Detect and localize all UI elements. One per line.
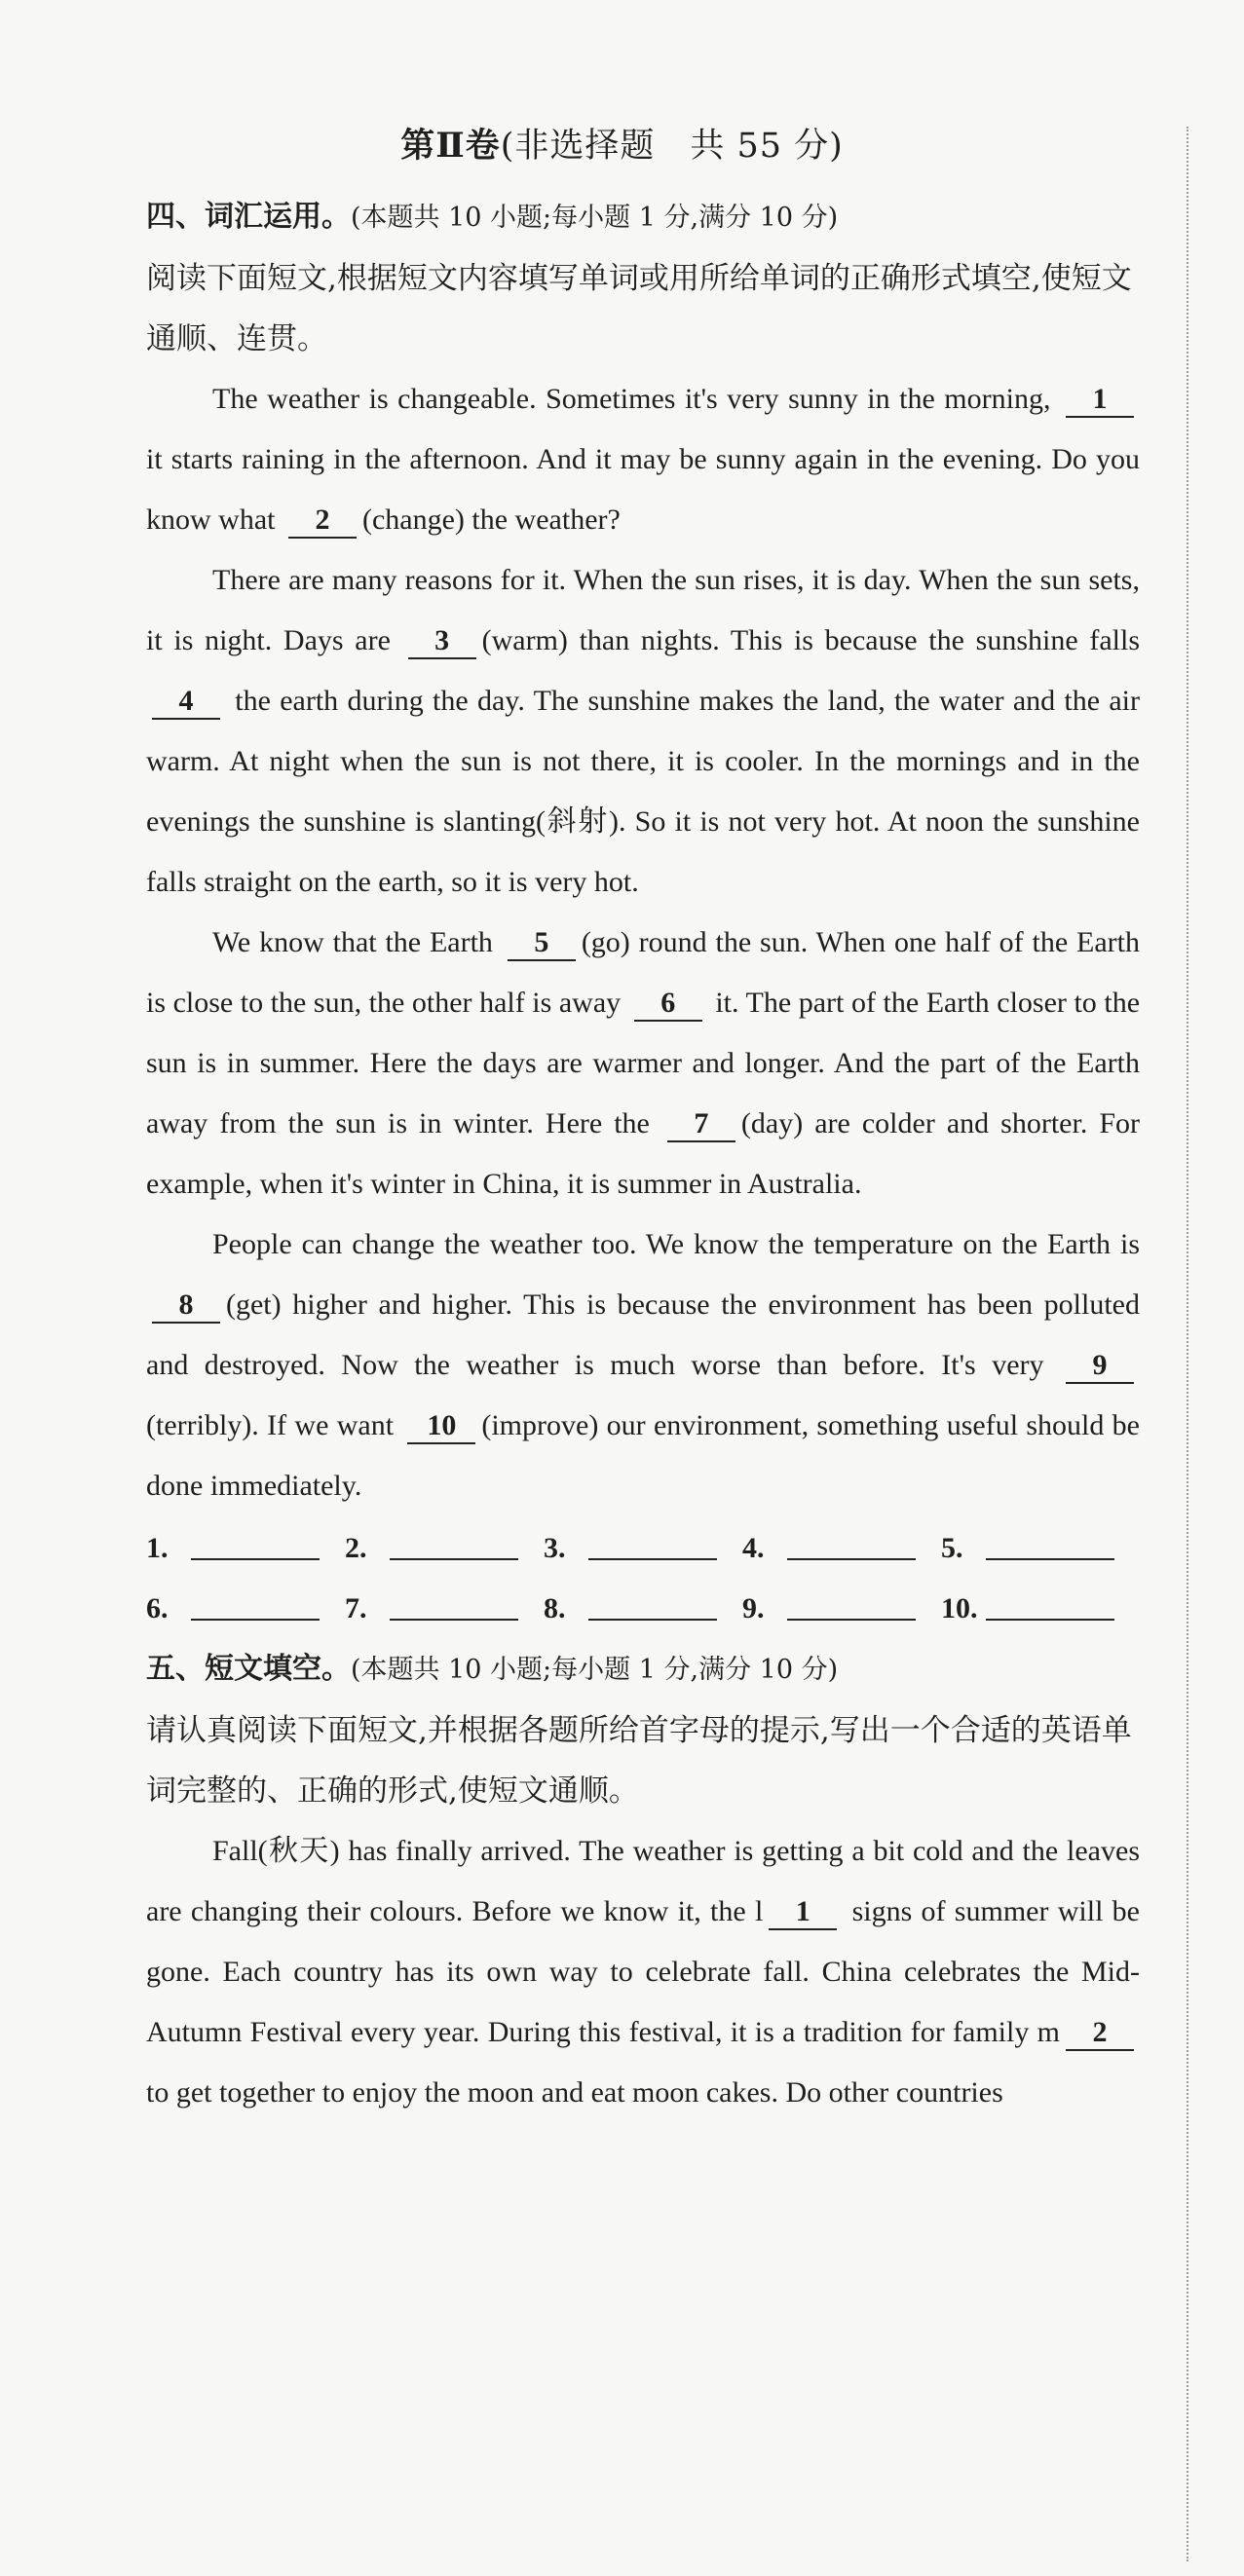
section4-heading [146, 187, 1140, 248]
answer-row-1 [146, 1518, 1140, 1579]
text: (day) are colder and shorter. For example, when it's winter in China, it is summer in Australia. [146, 1107, 1141, 1200]
answer-line [390, 1537, 518, 1560]
section4-head: 四、词汇运用。 [146, 200, 351, 234]
answer-number: 2. [345, 1532, 367, 1564]
answer-slot[interactable] [544, 1579, 742, 1639]
answer-lines [146, 1518, 1140, 1639]
blank-10: 10 [407, 1409, 475, 1444]
text: We know that the Earth [212, 926, 493, 958]
text: (go) round the sun. When one half of the Earth is close to the sun, the other half is away [146, 926, 1141, 1019]
title-rest: (非选择题 共 55 分) [500, 127, 844, 166]
text: (terribly). If we want [146, 1409, 395, 1441]
answer-line [191, 1597, 320, 1621]
answer-slot[interactable] [941, 1579, 1140, 1639]
page-title [0, 119, 1244, 168]
answer-line [787, 1597, 916, 1621]
text: People can change the weather too. We know the temperature on the Earth is [212, 1228, 1140, 1260]
section5-heading [146, 1639, 1140, 1700]
answer-line [986, 1597, 1114, 1621]
text: There are many reasons for it. When the sun rises, it is day. When the sun sets, it is night. Days are [146, 564, 1140, 656]
blank-4: 4 [152, 685, 220, 720]
section5-note: (本题共 10 小题;每小题 1 分,满分 10 分) [351, 1655, 839, 1685]
s4-paragraph-4 [146, 1214, 1140, 1516]
answer-number: 6. [146, 1592, 169, 1624]
content [146, 187, 1140, 2123]
answer-slot[interactable] [146, 1518, 345, 1579]
answer-slot[interactable] [742, 1518, 941, 1579]
blank-9: 9 [1066, 1349, 1134, 1384]
title-part: 第Ⅱ卷 [400, 126, 501, 166]
section5-instruction: 请认真阅读下面短文,并根据各题所给首字母的提示,写出一个合适的英语单词完整的、正确的形式,使短文通顺。 [146, 1713, 1132, 1809]
text: (get) higher and higher. This is because the environment has been polluted and destroyed. Now the weather is much worse than before. It's very [146, 1288, 1140, 1381]
blank-s5-2: 2 [1066, 2016, 1134, 2051]
answer-line [986, 1537, 1114, 1560]
answer-slot[interactable] [742, 1579, 941, 1639]
blank-5: 5 [508, 926, 576, 961]
answer-number: 9. [742, 1592, 765, 1624]
answer-line [191, 1537, 320, 1560]
answer-slot[interactable] [544, 1518, 742, 1579]
blank-2: 2 [288, 504, 357, 539]
answer-line [390, 1597, 518, 1621]
blank-6: 6 [634, 987, 702, 1022]
answer-slot[interactable] [146, 1579, 345, 1639]
answer-number: 7. [345, 1592, 367, 1624]
binding-dotted-line [1187, 127, 1188, 2561]
answer-line [787, 1537, 916, 1560]
blank-s5-1: 1 [769, 1895, 837, 1930]
text: (change) the weather? [361, 504, 621, 536]
blank-1: 1 [1066, 383, 1134, 418]
section4-note: (本题共 10 小题;每小题 1 分,满分 10 分) [351, 203, 839, 233]
answer-number: 3. [544, 1532, 566, 1564]
answer-slot[interactable] [345, 1518, 544, 1579]
answer-line [588, 1597, 717, 1621]
text: it starts raining in the afternoon. And it may be sunny again in the evening. Do you know what [146, 443, 1140, 536]
answer-row-2 [146, 1579, 1140, 1639]
s4-paragraph-2 [146, 550, 1140, 913]
text: the earth during the day. The sunshine makes the land, the water and the air warm. At night when the sun is not there, it is cooler. In the mornings and in the evenings the sunshine is slanting(斜射). So it is not very hot. At noon the sunshine falls straight on the earth, so it is very hot. [146, 685, 1140, 898]
answer-slot[interactable] [345, 1579, 544, 1639]
answer-number: 10. [941, 1592, 978, 1624]
text: signs of summer will be gone. Each country has its own way to celebrate fall. China celebrates the Mid-Autumn Festival every year. During this festival, it is a tradition for family m [146, 1895, 1140, 2048]
answer-number: 4. [742, 1532, 765, 1564]
answer-number: 8. [544, 1592, 566, 1624]
section5-head: 五、短文填空。 [146, 1652, 351, 1686]
text: Fall(秋天) has finally arrived. The weather is getting a bit cold and the leaves are changing their colours. Before we know it, the l [146, 1835, 1140, 1927]
blank-8: 8 [152, 1288, 220, 1324]
text: (improve) our environment, something useful should be done immediately. [146, 1409, 1140, 1502]
text: (warm) than nights. This is because the sunshine falls [481, 624, 1140, 656]
answer-line [588, 1537, 717, 1560]
blank-3: 3 [408, 624, 476, 659]
section4-instruction: 阅读下面短文,根据短文内容填写单词或用所给单词的正确形式填空,使短文通顺、连贯。 [146, 261, 1132, 356]
answer-number: 5. [941, 1532, 963, 1564]
answer-number: 1. [146, 1532, 169, 1564]
s4-paragraph-1 [146, 369, 1140, 550]
blank-7: 7 [667, 1107, 735, 1142]
s5-paragraph-1 [146, 1821, 1140, 2123]
text: The weather is changeable. Sometimes it's very sunny in the morning, [212, 383, 1051, 415]
text: to get together to enjoy the moon and eat moon cakes. Do other countries [146, 2076, 1003, 2109]
s4-paragraph-3 [146, 913, 1140, 1214]
text: it. The part of the Earth closer to the sun is in summer. Here the days are warmer and longer. And the part of the Earth away from the sun is in winter. Here the [146, 987, 1141, 1139]
answer-slot[interactable] [941, 1518, 1140, 1579]
